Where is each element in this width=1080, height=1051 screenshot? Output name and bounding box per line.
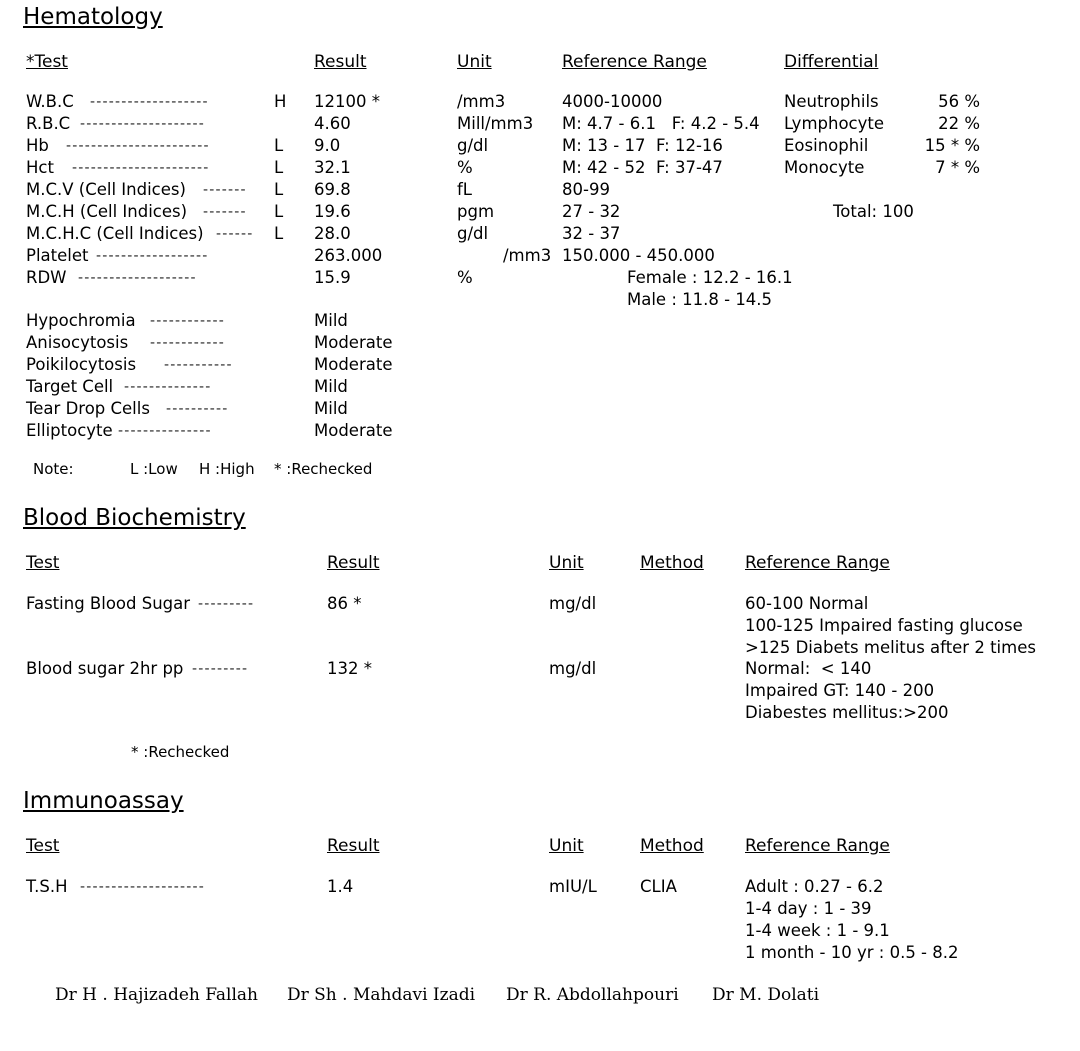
bio-ref-line: >125 Diabets melitus after 2 times [745, 638, 1036, 657]
bio-dash-leader: --------- [198, 596, 255, 612]
hema-result: 9.0 [314, 136, 341, 155]
bio-note-rechecked: * :Rechecked [131, 743, 230, 761]
hema-header-test: *Test [26, 52, 68, 72]
hema-result: 32.1 [314, 158, 351, 177]
hema-ref: M: 13 - 17 F: 12-16 [562, 136, 723, 155]
doctor-signature: Dr H . Hajizadeh Fallah [55, 985, 258, 1005]
bio-ref-line: Diabestes mellitus:>200 [745, 703, 949, 722]
hema-dash-leader: ------------------- [90, 94, 209, 110]
hema-ref: 32 - 37 [562, 224, 621, 243]
morph-dash-leader: ----------- [164, 357, 233, 373]
hema-dash-leader: ------------------- [78, 270, 197, 286]
hema-flag: L [274, 180, 284, 199]
hematology-title: Hematology [23, 4, 163, 30]
hema-test-name: R.B.C [26, 114, 71, 133]
morph-test-name: Anisocytosis [26, 333, 129, 352]
hema-result: 19.6 [314, 202, 351, 221]
hema-test-name: RDW [26, 268, 67, 287]
bio-ref-line: 100-125 Impaired fasting glucose [745, 616, 1023, 635]
morph-test-name: Elliptocyte [26, 421, 113, 440]
hema-test-name: Platelet [26, 246, 89, 265]
bio-result: 86 * [327, 594, 362, 613]
hema-dash-leader: ----------------------- [66, 138, 210, 154]
immuno-dash-leader: -------------------- [80, 879, 206, 895]
hema-unit: % [457, 158, 473, 177]
hema-unit: Mill/mm3 [457, 114, 534, 133]
morph-result: Moderate [314, 355, 393, 374]
hema-note-high: H :High [199, 460, 255, 478]
hema-unit: % [457, 268, 473, 287]
hema-header-reference: Reference Range [562, 52, 707, 72]
hema-header-unit: Unit [457, 52, 492, 72]
hema-ref: M: 42 - 52 F: 37-47 [562, 158, 723, 177]
morph-dash-leader: --------------- [118, 423, 212, 439]
diff-value: 22 % [938, 114, 980, 133]
hema-unit: g/dl [457, 136, 489, 155]
morph-dash-leader: -------------- [124, 379, 212, 395]
hema-unit: fL [457, 180, 473, 199]
hema-dash-leader: -------------------- [80, 116, 206, 132]
diff-name: Monocyte [784, 158, 865, 177]
immuno-unit: mIU/L [549, 877, 597, 896]
bio-header-result: Result [327, 553, 380, 573]
hema-test-name: M.C.H.C (Cell Indices) [26, 224, 204, 243]
hema-test-name: Hb [26, 136, 49, 155]
diff-value: 15 * % [924, 136, 980, 155]
bio-header-unit: Unit [549, 553, 584, 573]
hema-ref: 4000-10000 [562, 92, 663, 111]
hema-unit: /mm3 [457, 92, 506, 111]
hema-result: 4.60 [314, 114, 351, 133]
immuno-ref-line: 1-4 day : 1 - 39 [745, 899, 872, 918]
hema-rdw-ref-female: Female : 12.2 - 16.1 [627, 268, 793, 287]
bio-unit: mg/dl [549, 594, 597, 613]
bio-ref-line: 60-100 Normal [745, 594, 869, 613]
doctor-signature: Dr M. Dolati [712, 985, 820, 1005]
immuno-test-name: T.S.H [26, 877, 68, 896]
bio-ref-line: Impaired GT: 140 - 200 [745, 681, 935, 700]
immuno-ref-line: 1 month - 10 yr : 0.5 - 8.2 [745, 943, 959, 962]
immuno-header-unit: Unit [549, 836, 584, 856]
bio-header-test: Test [26, 553, 60, 573]
hema-note-low: L :Low [130, 460, 178, 478]
immuno-method: CLIA [640, 877, 677, 896]
hema-result: 28.0 [314, 224, 351, 243]
biochemistry-title: Blood Biochemistry [23, 505, 246, 531]
morph-result: Moderate [314, 333, 393, 352]
doctor-signature: Dr Sh . Mahdavi Izadi [287, 985, 476, 1005]
hema-test-name: M.C.H (Cell Indices) [26, 202, 188, 221]
hema-dash-leader: ------------------ [96, 248, 209, 264]
hema-test-name: W.B.C [26, 92, 74, 111]
diff-name: Lymphocyte [784, 114, 884, 133]
hema-unit: pgm [457, 202, 495, 221]
morph-test-name: Tear Drop Cells [26, 399, 150, 418]
hema-test-name: M.C.V (Cell Indices) [26, 180, 186, 199]
morph-result: Mild [314, 377, 348, 396]
bio-header-method: Method [640, 553, 704, 573]
bio-test-name: Blood sugar 2hr pp [26, 659, 184, 678]
bio-header-reference: Reference Range [745, 553, 890, 573]
bio-ref-line: Normal: < 140 [745, 659, 872, 678]
hema-test-name: Hct [26, 158, 54, 177]
immuno-header-method: Method [640, 836, 704, 856]
bio-test-name: Fasting Blood Sugar [26, 594, 191, 613]
immuno-header-test: Test [26, 836, 60, 856]
hema-ref: 80-99 [562, 180, 610, 199]
hema-ref: M: 4.7 - 6.1 F: 4.2 - 5.4 [562, 114, 760, 133]
diff-total: Total: 100 [833, 202, 914, 221]
bio-unit: mg/dl [549, 659, 597, 678]
morph-result: Mild [314, 399, 348, 418]
morph-result: Mild [314, 311, 348, 330]
hema-dash-leader: ------ [216, 226, 254, 242]
immuno-ref-line: Adult : 0.27 - 6.2 [745, 877, 884, 896]
morph-test-name: Poikilocytosis [26, 355, 137, 374]
morph-result: Moderate [314, 421, 393, 440]
hema-result: 69.8 [314, 180, 351, 199]
hema-dash-leader: ------- [203, 204, 247, 220]
doctor-signature: Dr R. Abdollahpouri [506, 985, 679, 1005]
immunoassay-title: Immunoassay [23, 788, 184, 814]
hema-header-differential: Differential [784, 52, 879, 72]
hema-flag: L [274, 224, 284, 243]
bio-result: 132 * [327, 659, 372, 678]
hema-note-rechecked: * :Rechecked [274, 460, 373, 478]
immuno-header-reference: Reference Range [745, 836, 890, 856]
hema-platelet-unit: /mm3 [503, 246, 552, 265]
hema-result: 15.9 [314, 268, 351, 287]
hema-flag: H [274, 92, 287, 111]
immuno-header-result: Result [327, 836, 380, 856]
bio-dash-leader: --------- [192, 661, 249, 677]
hema-note-label: Note: [33, 460, 74, 478]
morph-dash-leader: ---------- [166, 401, 229, 417]
immuno-ref-line: 1-4 week : 1 - 9.1 [745, 921, 890, 940]
hema-flag: L [274, 136, 284, 155]
hema-dash-leader: ------- [203, 182, 247, 198]
morph-dash-leader: ------------ [150, 313, 226, 329]
hema-header-result: Result [314, 52, 367, 72]
immuno-result: 1.4 [327, 877, 354, 896]
hema-flag: L [274, 158, 284, 177]
morph-test-name: Target Cell [26, 377, 114, 396]
hema-ref: 27 - 32 [562, 202, 621, 221]
diff-name: Eosinophil [784, 136, 869, 155]
hema-unit: g/dl [457, 224, 489, 243]
hema-platelet-ref: 150.000 - 450.000 [562, 246, 715, 265]
hema-flag: L [274, 202, 284, 221]
hema-result: 12100 * [314, 92, 380, 111]
diff-name: Neutrophils [784, 92, 879, 111]
hema-dash-leader: ---------------------- [72, 160, 210, 176]
hema-result: 263.000 [314, 246, 383, 265]
diff-value: 56 % [938, 92, 980, 111]
morph-dash-leader: ------------ [150, 335, 226, 351]
diff-value: 7 * % [935, 158, 980, 177]
morph-test-name: Hypochromia [26, 311, 136, 330]
hema-rdw-ref-male: Male : 11.8 - 14.5 [627, 290, 773, 309]
